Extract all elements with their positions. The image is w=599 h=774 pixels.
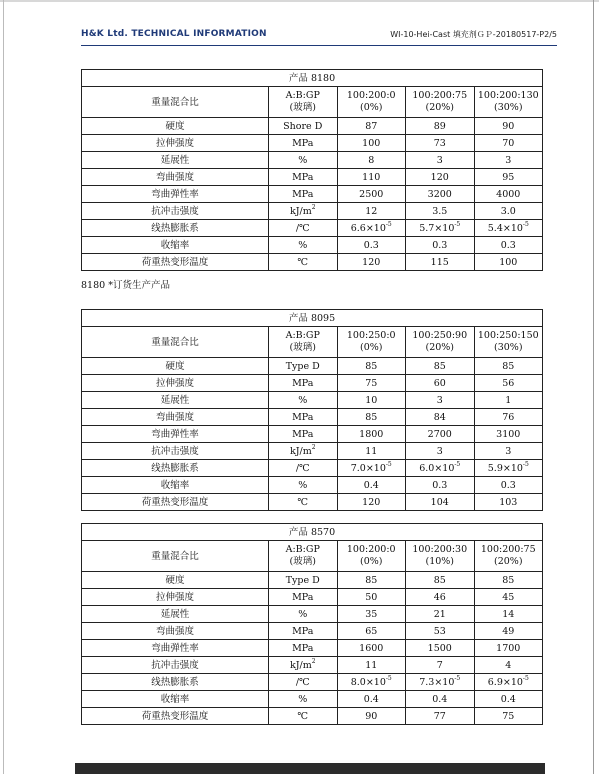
value-cell: 104 bbox=[406, 494, 475, 511]
ratio-value: 100:200:30 bbox=[412, 544, 468, 555]
ratio-header bbox=[474, 541, 543, 572]
table-row bbox=[82, 443, 543, 460]
ratio-value: 100:200:0 bbox=[346, 544, 396, 555]
property-label: 收缩率 bbox=[82, 691, 269, 708]
value-base: 5.7×10 bbox=[419, 222, 455, 234]
value-exponent: -5 bbox=[385, 674, 392, 682]
ratio-key-text: A:B:GP bbox=[285, 90, 320, 101]
property-label: 弯曲弹性率 bbox=[82, 186, 269, 203]
ratio-percent: (0%) bbox=[360, 556, 383, 567]
ratio-percent: (0%) bbox=[360, 342, 383, 353]
unit-cell bbox=[269, 460, 338, 477]
table-row bbox=[82, 392, 543, 409]
unit-text: kJ/m bbox=[289, 659, 312, 671]
unit-superscript: 2 bbox=[311, 657, 316, 665]
value-cell: 90 bbox=[337, 708, 406, 725]
ratio-key-sub: (玻璃) bbox=[289, 342, 316, 353]
value-cell: 46 bbox=[406, 589, 475, 606]
unit-text: /℃ bbox=[295, 676, 310, 688]
value-cell: 1800 bbox=[337, 426, 406, 443]
value-cell: 2500 bbox=[337, 186, 406, 203]
property-label: 荷重热变形温度 bbox=[82, 494, 269, 511]
unit-text: kJ/m bbox=[289, 205, 312, 217]
value-cell: 0.4 bbox=[406, 691, 475, 708]
property-label: 硬度 bbox=[82, 358, 269, 375]
table-row bbox=[82, 375, 543, 392]
property-label: 延展性 bbox=[82, 392, 269, 409]
value-base: 6.9×10 bbox=[487, 676, 523, 688]
value-cell: 73 bbox=[406, 135, 475, 152]
ratio-percent: (30%) bbox=[494, 102, 523, 113]
unit-cell bbox=[269, 254, 338, 271]
value-cell: 75 bbox=[337, 375, 406, 392]
value-cell: 120 bbox=[337, 254, 406, 271]
value-base: 5.9×10 bbox=[487, 462, 523, 474]
unit-cell bbox=[269, 443, 338, 460]
unit-cell bbox=[269, 426, 338, 443]
value-cell bbox=[406, 674, 475, 691]
table-row bbox=[82, 460, 543, 477]
value-cell: 3 bbox=[474, 152, 543, 169]
unit-text: MPa bbox=[292, 411, 314, 423]
value-cell: 1600 bbox=[337, 640, 406, 657]
value-cell: 89 bbox=[406, 118, 475, 135]
ratio-percent: (20%) bbox=[425, 102, 455, 113]
unit-cell bbox=[269, 237, 338, 254]
value-cell: 100 bbox=[474, 254, 543, 271]
value-cell: 1700 bbox=[474, 640, 543, 657]
document-header bbox=[81, 28, 557, 46]
value-cell: 85 bbox=[474, 572, 543, 589]
unit-cell bbox=[269, 494, 338, 511]
ratio-header bbox=[474, 87, 543, 118]
ratio-key-sub: (玻璃) bbox=[289, 556, 316, 567]
property-label: 延展性 bbox=[82, 606, 269, 623]
value-exponent: -5 bbox=[522, 220, 529, 228]
unit-text: kJ/m bbox=[289, 445, 312, 457]
unit-cell bbox=[269, 220, 338, 237]
value-cell: 0.3 bbox=[474, 237, 543, 254]
value-cell: 56 bbox=[474, 375, 543, 392]
ratio-header bbox=[337, 541, 406, 572]
value-cell: 8 bbox=[337, 152, 406, 169]
value-cell: 11 bbox=[337, 443, 406, 460]
value-cell: 50 bbox=[337, 589, 406, 606]
property-label: 线热膨胀系 bbox=[82, 460, 269, 477]
unit-cell bbox=[269, 118, 338, 135]
value-cell: 2700 bbox=[406, 426, 475, 443]
value-cell: 4 bbox=[474, 657, 543, 674]
value-cell: 12 bbox=[337, 203, 406, 220]
value-cell: 3 bbox=[474, 443, 543, 460]
ratio-header bbox=[337, 327, 406, 358]
document-code: WI-10-Hei-Cast 填充剂ＧＰ-20180517-P2/5 bbox=[390, 30, 557, 39]
unit-cell bbox=[269, 392, 338, 409]
mix-ratio-label: 重量混合比 bbox=[82, 87, 269, 118]
value-cell bbox=[337, 674, 406, 691]
value-cell: 35 bbox=[337, 606, 406, 623]
value-cell: 75 bbox=[474, 708, 543, 725]
unit-cell bbox=[269, 657, 338, 674]
value-cell: 115 bbox=[406, 254, 475, 271]
property-label: 线热膨胀系 bbox=[82, 674, 269, 691]
ratio-key bbox=[269, 87, 338, 118]
unit-text: /℃ bbox=[295, 222, 310, 234]
value-exponent: -5 bbox=[454, 460, 461, 468]
value-cell: 85 bbox=[337, 358, 406, 375]
ratio-key bbox=[269, 327, 338, 358]
value-cell: 0.3 bbox=[406, 477, 475, 494]
value-cell: 95 bbox=[474, 169, 543, 186]
ratio-percent: (20%) bbox=[494, 556, 523, 567]
unit-text: % bbox=[298, 693, 308, 705]
unit-text: MPa bbox=[292, 428, 314, 440]
unit-cell bbox=[269, 572, 338, 589]
value-cell: 100 bbox=[337, 135, 406, 152]
value-cell: 0.4 bbox=[474, 691, 543, 708]
table-row bbox=[82, 237, 543, 254]
value-cell: 85 bbox=[337, 572, 406, 589]
value-cell: 0.4 bbox=[337, 691, 406, 708]
ratio-percent: (30%) bbox=[494, 342, 523, 353]
value-base: 6.6×10 bbox=[350, 222, 386, 234]
unit-superscript: 2 bbox=[311, 443, 316, 451]
table-row bbox=[82, 691, 543, 708]
unit-cell bbox=[269, 589, 338, 606]
value-base: 6.0×10 bbox=[419, 462, 455, 474]
value-cell: 65 bbox=[337, 623, 406, 640]
value-cell: 4000 bbox=[474, 186, 543, 203]
mix-ratio-label: 重量混合比 bbox=[82, 541, 269, 572]
table-title: 产品 8095 bbox=[82, 310, 543, 327]
value-exponent: -5 bbox=[385, 460, 392, 468]
value-cell: 3 bbox=[406, 443, 475, 460]
value-cell: 1500 bbox=[406, 640, 475, 657]
table-row bbox=[82, 657, 543, 674]
value-cell: 60 bbox=[406, 375, 475, 392]
table-row bbox=[82, 186, 543, 203]
property-label: 收缩率 bbox=[82, 237, 269, 254]
unit-cell bbox=[269, 409, 338, 426]
table-row bbox=[82, 708, 543, 725]
value-cell: 84 bbox=[406, 409, 475, 426]
table-row bbox=[82, 606, 543, 623]
order-note: 8180 *订货生产产品 bbox=[81, 280, 170, 291]
value-cell: 45 bbox=[474, 589, 543, 606]
property-label: 拉伸强度 bbox=[82, 135, 269, 152]
ratio-header bbox=[406, 327, 475, 358]
unit-text: MPa bbox=[292, 642, 314, 654]
unit-text: MPa bbox=[292, 171, 314, 183]
value-cell: 120 bbox=[406, 169, 475, 186]
property-label: 弯曲强度 bbox=[82, 623, 269, 640]
value-cell: 87 bbox=[337, 118, 406, 135]
unit-text: ℃ bbox=[297, 710, 309, 722]
value-exponent: -5 bbox=[522, 460, 529, 468]
unit-text: MPa bbox=[292, 377, 314, 389]
ratio-value: 100:250:0 bbox=[346, 330, 396, 341]
table-row bbox=[82, 674, 543, 691]
table-row bbox=[82, 254, 543, 271]
ratio-value: 100:250:90 bbox=[412, 330, 468, 341]
unit-cell bbox=[269, 674, 338, 691]
value-base: 8.0×10 bbox=[350, 676, 386, 688]
property-label: 收缩率 bbox=[82, 477, 269, 494]
unit-text: Type D bbox=[285, 360, 320, 372]
ratio-header bbox=[337, 87, 406, 118]
value-cell bbox=[474, 220, 543, 237]
table-row bbox=[82, 426, 543, 443]
unit-text: MPa bbox=[292, 137, 314, 149]
table-row bbox=[82, 220, 543, 237]
unit-text: /℃ bbox=[295, 462, 310, 474]
property-label: 荷重热变形温度 bbox=[82, 708, 269, 725]
value-cell: 110 bbox=[337, 169, 406, 186]
table-row bbox=[82, 494, 543, 511]
value-exponent: -5 bbox=[454, 674, 461, 682]
ratio-header bbox=[406, 87, 475, 118]
property-label: 弯曲强度 bbox=[82, 169, 269, 186]
property-label: 延展性 bbox=[82, 152, 269, 169]
value-cell: 53 bbox=[406, 623, 475, 640]
value-cell: 76 bbox=[474, 409, 543, 426]
ratio-percent: (0%) bbox=[360, 102, 383, 113]
table-title: 产品 8570 bbox=[82, 524, 543, 541]
property-label: 抗冲击强度 bbox=[82, 657, 269, 674]
unit-cell bbox=[269, 477, 338, 494]
footer-bar bbox=[75, 763, 545, 774]
value-cell bbox=[474, 674, 543, 691]
table-row bbox=[82, 623, 543, 640]
property-label: 硬度 bbox=[82, 572, 269, 589]
value-cell: 10 bbox=[337, 392, 406, 409]
value-cell: 103 bbox=[474, 494, 543, 511]
company-header: H&K Ltd. TECHNICAL INFORMATION bbox=[81, 29, 267, 39]
ratio-value: 100:200:0 bbox=[346, 90, 396, 101]
ratio-header bbox=[474, 327, 543, 358]
value-cell: 90 bbox=[474, 118, 543, 135]
ratio-key-text: A:B:GP bbox=[285, 330, 320, 341]
property-label: 荷重热变形温度 bbox=[82, 254, 269, 271]
unit-superscript: 2 bbox=[311, 203, 316, 211]
table-row bbox=[82, 409, 543, 426]
unit-cell bbox=[269, 186, 338, 203]
unit-cell bbox=[269, 708, 338, 725]
page-right-edge bbox=[593, 0, 594, 774]
value-cell bbox=[337, 460, 406, 477]
value-exponent: -5 bbox=[522, 674, 529, 682]
value-cell: 3.0 bbox=[474, 203, 543, 220]
page-top-edge bbox=[0, 0, 599, 2]
table-title: 产品 8180 bbox=[82, 70, 543, 87]
value-base: 7.3×10 bbox=[419, 676, 455, 688]
unit-cell bbox=[269, 691, 338, 708]
value-cell: 7 bbox=[406, 657, 475, 674]
unit-text: % bbox=[298, 154, 308, 166]
property-label: 线热膨胀系 bbox=[82, 220, 269, 237]
ratio-value: 100:250:150 bbox=[477, 330, 539, 341]
unit-text: % bbox=[298, 479, 308, 491]
value-cell: 0.4 bbox=[337, 477, 406, 494]
value-base: 5.4×10 bbox=[487, 222, 523, 234]
unit-text: ℃ bbox=[297, 256, 309, 268]
unit-text: Type D bbox=[285, 574, 320, 586]
value-cell: 0.3 bbox=[406, 237, 475, 254]
ratio-key-sub: (玻璃) bbox=[289, 102, 316, 113]
unit-text: % bbox=[298, 394, 308, 406]
spec-table-3 bbox=[81, 523, 543, 725]
property-label: 弯曲强度 bbox=[82, 409, 269, 426]
property-label: 硬度 bbox=[82, 118, 269, 135]
value-cell: 21 bbox=[406, 606, 475, 623]
value-cell bbox=[337, 220, 406, 237]
unit-text: % bbox=[298, 239, 308, 251]
unit-text: Shore D bbox=[283, 120, 323, 132]
value-cell: 3200 bbox=[406, 186, 475, 203]
spec-table-2 bbox=[81, 309, 543, 511]
ratio-key bbox=[269, 541, 338, 572]
ratio-percent: (20%) bbox=[425, 342, 455, 353]
table-row bbox=[82, 589, 543, 606]
unit-cell bbox=[269, 358, 338, 375]
value-cell: 3.5 bbox=[406, 203, 475, 220]
table-row bbox=[82, 477, 543, 494]
value-cell: 120 bbox=[337, 494, 406, 511]
table-row bbox=[82, 358, 543, 375]
table-row bbox=[82, 118, 543, 135]
unit-text: % bbox=[298, 608, 308, 620]
value-cell: 3 bbox=[406, 152, 475, 169]
page-left-edge bbox=[3, 0, 4, 774]
unit-text: MPa bbox=[292, 591, 314, 603]
value-cell: 77 bbox=[406, 708, 475, 725]
unit-cell bbox=[269, 640, 338, 657]
ratio-header bbox=[406, 541, 475, 572]
value-cell: 85 bbox=[337, 409, 406, 426]
value-cell: 14 bbox=[474, 606, 543, 623]
unit-cell bbox=[269, 169, 338, 186]
property-label: 拉伸强度 bbox=[82, 375, 269, 392]
unit-cell bbox=[269, 135, 338, 152]
value-cell bbox=[406, 460, 475, 477]
property-label: 弯曲弹性率 bbox=[82, 640, 269, 657]
value-cell: 0.3 bbox=[474, 477, 543, 494]
spec-table-1 bbox=[81, 69, 543, 271]
value-cell: 85 bbox=[406, 358, 475, 375]
value-cell: 0.3 bbox=[337, 237, 406, 254]
value-cell bbox=[406, 220, 475, 237]
header-rule bbox=[81, 45, 557, 46]
ratio-key-text: A:B:GP bbox=[285, 544, 320, 555]
mix-ratio-label: 重量混合比 bbox=[82, 327, 269, 358]
value-cell bbox=[474, 460, 543, 477]
unit-cell bbox=[269, 623, 338, 640]
table-row bbox=[82, 135, 543, 152]
value-cell: 3 bbox=[406, 392, 475, 409]
value-exponent: -5 bbox=[385, 220, 392, 228]
ratio-value: 100:200:75 bbox=[412, 90, 468, 101]
property-label: 拉伸强度 bbox=[82, 589, 269, 606]
unit-text: MPa bbox=[292, 188, 314, 200]
value-cell: 85 bbox=[474, 358, 543, 375]
value-cell: 85 bbox=[406, 572, 475, 589]
value-exponent: -5 bbox=[454, 220, 461, 228]
ratio-value: 100:200:75 bbox=[480, 544, 536, 555]
unit-cell bbox=[269, 606, 338, 623]
value-base: 7.0×10 bbox=[350, 462, 386, 474]
table-row bbox=[82, 203, 543, 220]
value-cell: 49 bbox=[474, 623, 543, 640]
value-cell: 11 bbox=[337, 657, 406, 674]
value-cell: 70 bbox=[474, 135, 543, 152]
table-row bbox=[82, 640, 543, 657]
unit-text: MPa bbox=[292, 625, 314, 637]
value-cell: 3100 bbox=[474, 426, 543, 443]
property-label: 抗冲击强度 bbox=[82, 203, 269, 220]
property-label: 弯曲弹性率 bbox=[82, 426, 269, 443]
table-row bbox=[82, 152, 543, 169]
table-row bbox=[82, 169, 543, 186]
unit-cell bbox=[269, 152, 338, 169]
unit-cell bbox=[269, 203, 338, 220]
property-label: 抗冲击强度 bbox=[82, 443, 269, 460]
ratio-percent: (10%) bbox=[425, 556, 455, 567]
unit-cell bbox=[269, 375, 338, 392]
unit-text: ℃ bbox=[297, 496, 309, 508]
ratio-value: 100:200:130 bbox=[477, 90, 539, 101]
table-row bbox=[82, 572, 543, 589]
value-cell: 1 bbox=[474, 392, 543, 409]
